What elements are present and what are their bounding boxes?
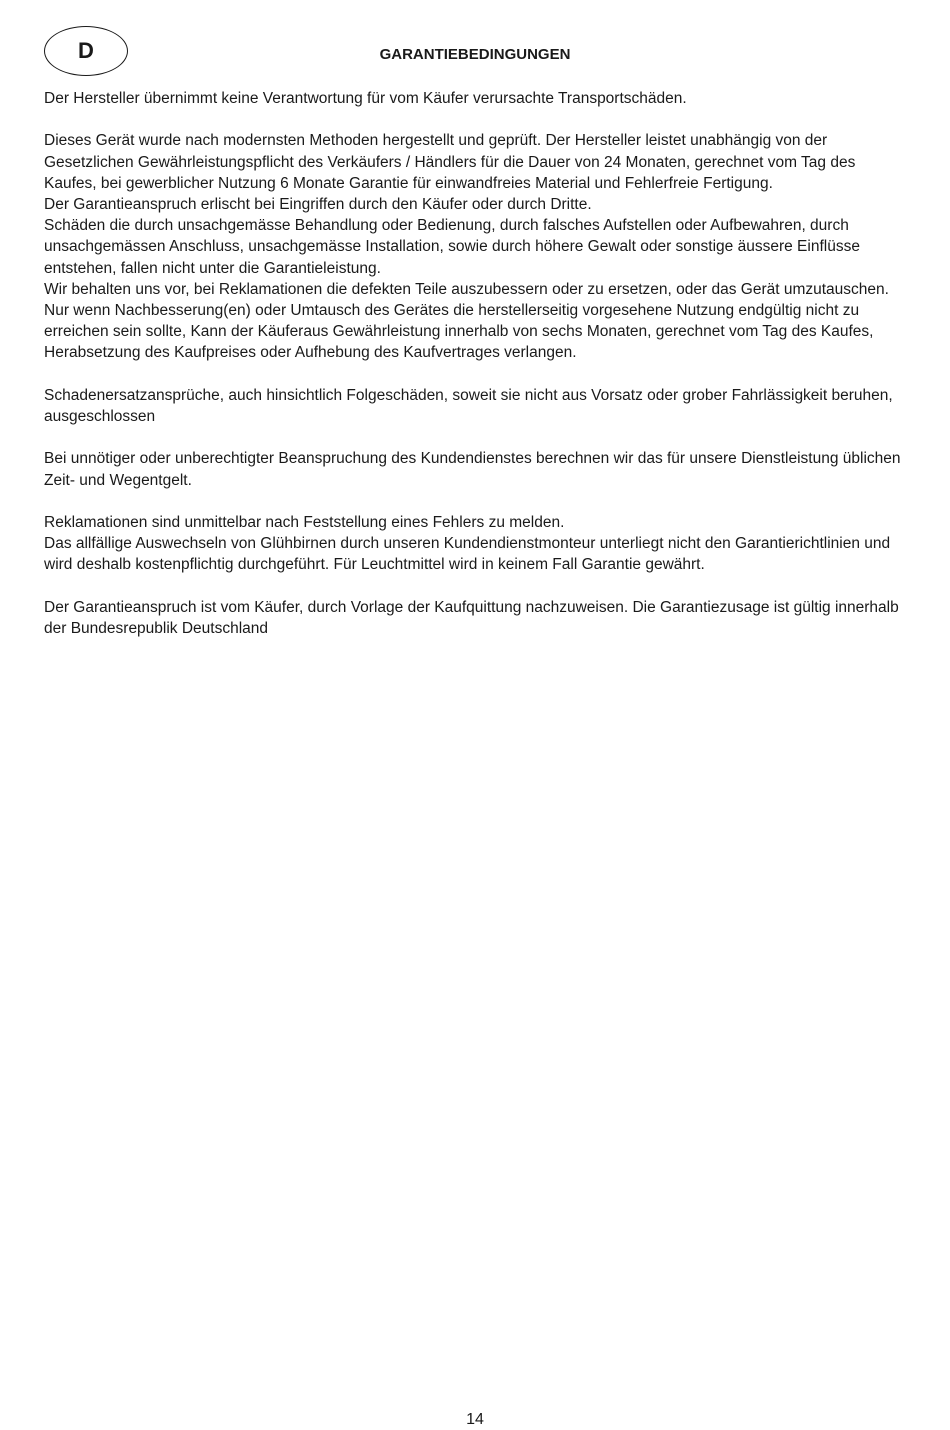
- paragraph-service-fees: Bei unnötiger oder unberechtigter Beanspruchung des Kundendienstes berechnen wir das für unsere Dienstleistung üblichen Zeit- und Wegentgelt.: [44, 450, 901, 489]
- paragraph-proof-of-purchase: Der Garantieanspruch ist vom Käufer, durch Vorlage der Kaufquittung nachzuweisen. Die Garantiezusage ist gültig innerhalb der Bundesrepublik Deutschland: [44, 598, 899, 637]
- paragraph-third-party: Der Garantieanspruch erlischt bei Eingriffen durch den Käufer oder durch Dritte.: [44, 196, 592, 213]
- paragraph-exclusions: Schäden die durch unsachgemässe Behandlung oder Bedienung, durch falsches Aufstellen oder Aufbewahren, durch unsachgemässen Anschluss, unsachgemässe Installation, sowie durch höhere Gewalt oder sonstige äussere Einflüsse entstehen, fallen nicht unter die Garantieleistung.: [44, 217, 860, 277]
- page-number: 14: [466, 1411, 484, 1428]
- paragraph-spacer: [44, 491, 910, 512]
- language-code: D: [78, 38, 94, 63]
- paragraph-transport-damage: Der Hersteller übernimmt keine Verantwortung für vom Käufer verursachte Transportschäden.: [44, 90, 687, 107]
- page-title: GARANTIEBEDINGUNGEN: [379, 46, 571, 63]
- paragraph-light-bulbs: Das allfällige Auswechseln von Glühbirnen durch unseren Kundendienstmonteur unterliegt nicht den Garantierichtlinien und wird deshalb kostenpflichtig durchgeführt. Für Leuchtmittel wird in keinem Fall Garantie gewährt.: [44, 535, 891, 574]
- paragraph-report-defects: Reklamationen sind unmittelbar nach Feststellung eines Fehlers zu melden.: [44, 514, 565, 531]
- paragraph-repair-replace: Wir behalten uns vor, bei Reklamationen die defekten Teile auszubessern oder zu ersetzen, oder das Gerät umzutauschen.: [44, 280, 889, 298]
- paragraph-damages: Schadenersatzansprüche, auch hinsichtlich Folgeschäden, soweit sie nicht aus Vorsatz oder grober Fahrlässigkeit beruhen, ausgeschlossen: [44, 386, 893, 426]
- paragraph-spacer: [44, 364, 910, 385]
- paragraph-spacer: [44, 109, 910, 130]
- paragraph-price-reduction: Nur wenn Nachbesserung(en) oder Umtausch des Gerätes die herstellerseitig vorgesehene Nutzung endgültig nicht zu erreichen sein sollte, Kann der Käuferaus Gewährleistung innerhalb von sechs Monaten, gerechnet vom Tag des Kaufes, Herabsetzung des Kaufpreises oder Aufhebung des Kaufvertrages verlangen.: [44, 302, 874, 362]
- paragraph-spacer: [44, 576, 910, 597]
- warranty-text: [44, 88, 910, 639]
- paragraph-warranty-period: Dieses Gerät wurde nach modernsten Methoden hergestellt und geprüft. Der Hersteller leistet unabhängig von der Gesetzlichen Gewährleistungspflicht des Verkäufers / Händlers für die Dauer von 24 Monaten, gerechnet vom Tag des Kaufes, bei gewerblicher Nutzung 6 Monate Garantie für einwandfreies Material und Fehlerfreie Fertigung.: [44, 132, 856, 192]
- paragraph-spacer: [44, 427, 910, 448]
